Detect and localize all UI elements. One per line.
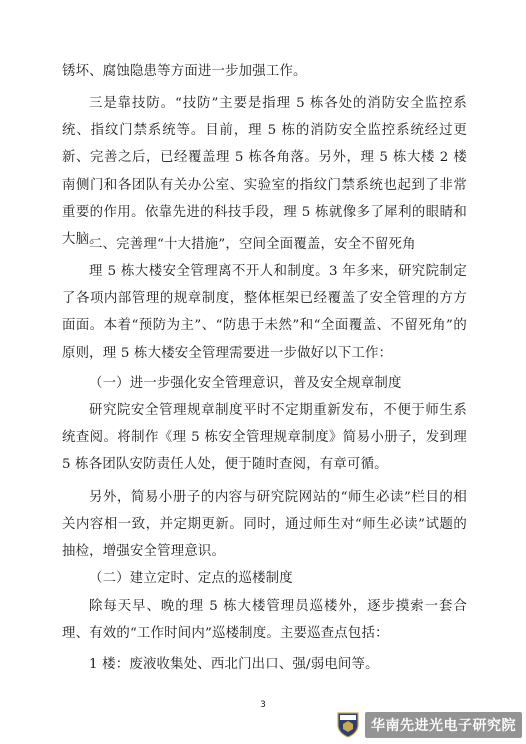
paragraph-2: 三是靠技防。“技防”主要是指理 5 栋各处的消防安全监控系统、指纹门禁系统等。目前，理 5 栋的消防安全监控系统经过更新、完善之后，已经覆盖理 5 栋各角落。另外，理 5 栋大楼 2 楼南侧门和各团队有关办公室、实验室的指纹门禁系统也起到了非常重要的作用。依靠先进的科技手段，理 5 栋就像多了犀利的眼睛和大脑。 [62, 96, 467, 248]
page-number: 3 [260, 700, 266, 710]
watermark-text: 华南先进光电子研究院 [365, 712, 522, 738]
paragraph-7: 1 楼：废液收集处、西北门出口、强/弱电间等。 [89, 657, 379, 672]
subheading-2: （二）建立定时、定点的巡楼制度 [89, 571, 293, 586]
paragraph-4: 研究院安全管理规章制度平时不定期重新发布，不便于师生系统查阅。将制作《理 5 栋安全管理规章制度》简易小册子，发到理 5 栋各团队安防责任人处，便于随时查阅，有章可循。 [62, 403, 467, 473]
subheading-1: （一）进一步强化安全管理意识，普及安全规章制度 [89, 376, 402, 391]
paragraph-6: 除每天早、晚的理 5 栋大楼管理员巡楼外，逐步摸索一套合理、有效的“工作时间内”巡楼制度。主要巡查点包括： [62, 599, 467, 642]
paragraph-1: 锈坏、腐蚀隐患等方面进一步加强工作。 [62, 64, 307, 79]
shield-logo-icon [337, 712, 359, 738]
paragraph-3: 理 5 栋大楼安全管理离不开人和制度。3 年多来，研究院制定了各项内部管理的规章制度，整体框架已经覆盖了安全管理的方方面面。本着“预防为主”、“防患于未然”和“全面覆盖、不留死角”的原则，理 5 栋大楼安全管理需要进一步做好以下工作： [62, 264, 467, 361]
section-heading-2: 二、完善理“十大措施”，空间全面覆盖，安全不留死角 [89, 237, 416, 252]
watermark [337, 712, 522, 738]
paragraph-5: 另外，简易小册子的内容与研究院网站的“师生必读”栏目的相关内容相一致，并定期更新。同时，通过师生对“师生必读”试题的抽检，增强安全管理意识。 [62, 490, 467, 560]
